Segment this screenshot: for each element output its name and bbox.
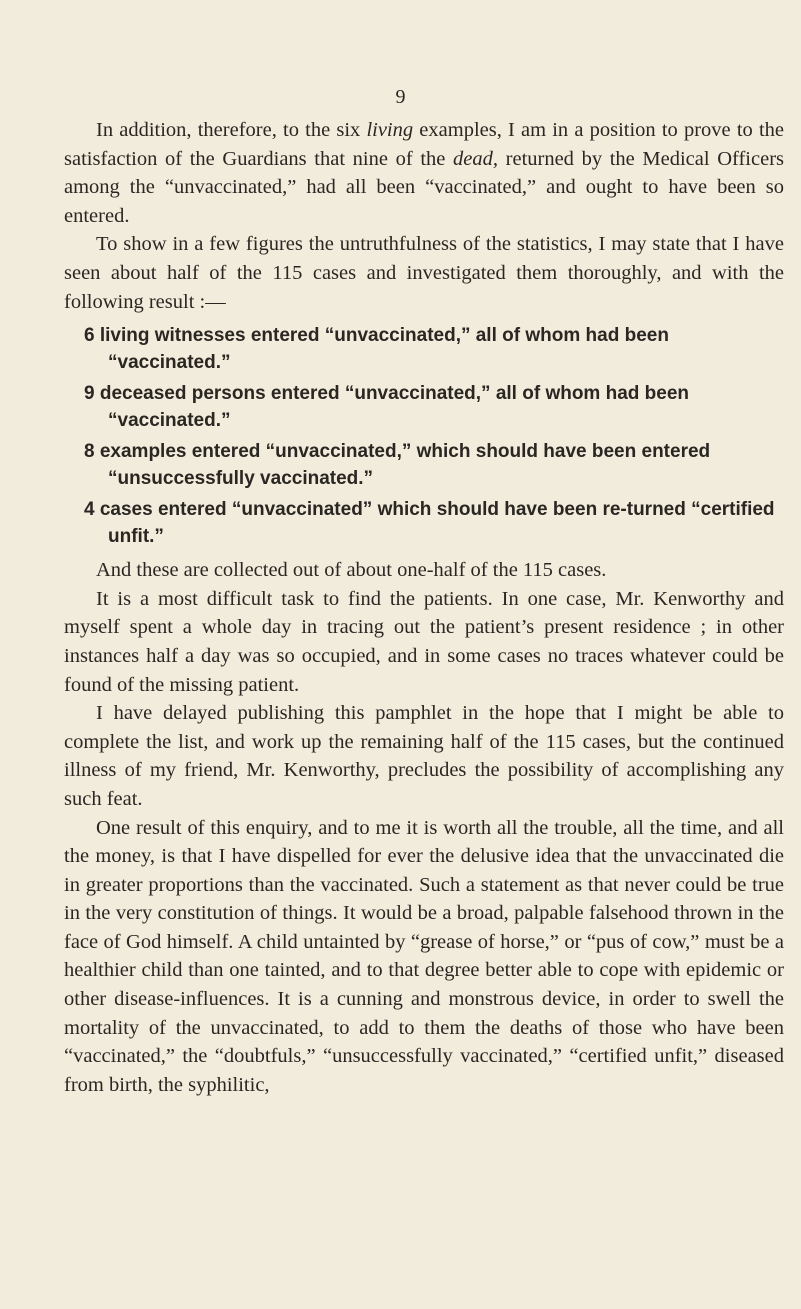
finding-item: 4 cases entered “unvaccinated” which should have been re-turned “certified unfit.” [84,499,775,548]
paragraph-intro [64,116,784,230]
paragraph-intro-part-2: examples, I am in a position to prove to the satisfaction of the Guardians that nine of the [64,119,784,170]
finding-item: 6 living witnesses entered “unvaccinated,” all of whom had been “vaccinated.” [84,325,669,374]
paragraph-intro-emphasis-living: living [366,119,414,141]
paragraph-difficulty: It is a most difficult task to find the patients. In one case, Mr. Kenworthy and myself spent a whole day in tracing out the patient’s present residence ; in other instances half a day was so occupied, and in some cases no traces whatever could be found of the missing patient. [64,587,784,696]
page-number: 9 [395,86,406,108]
paragraph-intro-part-1: In addition, therefore, to the six [96,119,367,141]
paragraph-delay: I have delayed publishing this pamphlet in the hope that I might be able to complete the list, and work up the remaining half of the 115 cases, but the continued illness of my friend, Mr. Kenworthy, precludes the possibility of accomplishing any such feat. [64,702,784,810]
paragraph-collected: And these are collected out of about one-half of the 115 cases. [96,559,607,582]
finding-item: 9 deceased persons entered “unvaccinated,” all of whom had been “vaccinated.” [84,383,690,432]
paragraph-intro-emphasis-dead: dead, [453,147,498,170]
paragraph-result: One result of this enquiry, and to me it is worth all the trouble, all the time, and all the money, is that I have dispelled for ever the delusive idea that the unvaccinated die in greater proportions than the vaccinated. Such a statement as that never could be true in the very constitution of things. It would be a broad, palpable falsehood thrown in the face of God himself. A child untainted by “grease of horse,” or “pus of cow,” must be a healthier child than one tainted, and to that degree better able to cope with epidemic or other disease-influences. It is a cunning and monstrous device, in order to swell the mortality of the unvaccinated, to add to them the deaths of those who have been “vaccinated,” the “doubtfuls,” “unsuccessfully vaccinated,” “certified unfit,” diseased from birth, the syphilitic, [64,816,784,1096]
body-text [64,116,784,1099]
paragraph-statistics: To show in a few figures the untruthfulness of the statistics, I may state that I have seen about half of the 115 cases and investigated them thoroughly, and with the following result :— [64,233,784,313]
finding-item: 8 examples entered “unvaccinated,” which should have been entered “unsuccessfully vaccinated.” [84,441,711,490]
paragraph-intro-part-3: returned by the Medical Officers among the “unvaccinated,” had all been “vaccinated,” and ought to have been so entered. [64,147,784,227]
